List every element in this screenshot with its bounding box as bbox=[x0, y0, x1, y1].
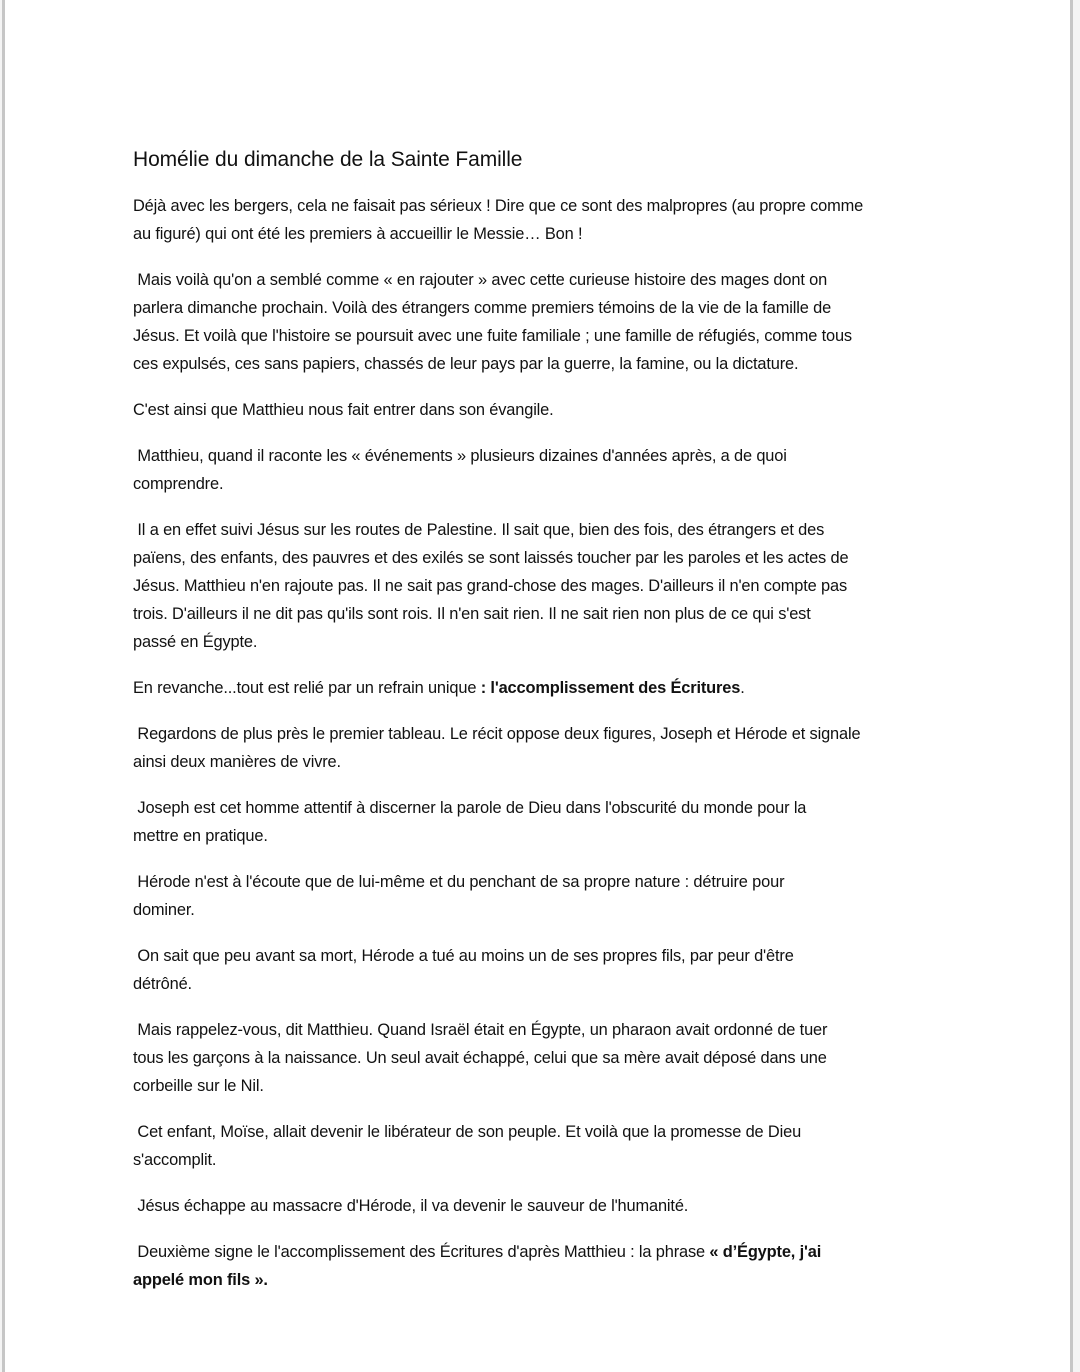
text-line: Il a en effet suivi Jésus sur les routes de Palestine. Il sait que, bien des fois, des étrangers et des bbox=[133, 521, 825, 539]
text-line: Regardons de plus près le premier tableau. Le récit oppose deux figures, Joseph et Hérode et signale bbox=[133, 725, 861, 743]
text-line: Mais rappelez-vous, dit Matthieu. Quand Israël était en Égypte, un pharaon avait ordonné de tuer bbox=[133, 1021, 828, 1039]
paragraph-4 bbox=[133, 442, 963, 498]
text-line: Jésus. Et voilà que l'histoire se poursuit avec une fuite familiale ; une famille de réfugiés, comme tous bbox=[133, 327, 852, 345]
text-line: passé en Égypte. bbox=[133, 633, 258, 651]
paragraph-3 bbox=[133, 396, 963, 424]
text-line: mettre en pratique. bbox=[133, 827, 268, 845]
paragraph-14 bbox=[133, 1238, 963, 1294]
paragraph-10 bbox=[133, 942, 963, 998]
text-line: Cet enfant, Moïse, allait devenir le libérateur de son peuple. Et voilà que la promesse de Dieu bbox=[133, 1123, 802, 1141]
document-title: Homélie du dimanche de la Sainte Famille bbox=[133, 148, 523, 171]
text-line: détrôné. bbox=[133, 975, 192, 993]
text-line: païens, des enfants, des pauvres et des exilés se sont laissés toucher par les paroles et les actes de bbox=[133, 549, 849, 567]
text-normal: . bbox=[740, 679, 745, 697]
paragraph-8 bbox=[133, 794, 963, 850]
paragraph-12 bbox=[133, 1118, 963, 1174]
text-line: Jésus. Matthieu n'en rajoute pas. Il ne sait pas grand-chose des mages. D'ailleurs il n'en compte pas bbox=[133, 577, 848, 595]
paragraph-9 bbox=[133, 868, 963, 924]
text-line bbox=[133, 674, 963, 702]
text-line: Jésus échappe au massacre d'Hérode, il va devenir le sauveur de l'humanité. bbox=[133, 1197, 689, 1215]
text-line: ainsi deux manières de vivre. bbox=[133, 753, 341, 771]
document-page bbox=[2, 0, 1073, 1372]
paragraph-7 bbox=[133, 720, 963, 776]
paragraph-5 bbox=[133, 516, 963, 656]
text-line: trois. D'ailleurs il ne dit pas qu'ils sont rois. Il n'en sait rien. Il ne sait rien non plus de ce qui s'est bbox=[133, 605, 811, 623]
text-line: C'est ainsi que Matthieu nous fait entrer dans son évangile. bbox=[133, 401, 554, 419]
text-normal: Deuxième signe le l'accomplissement des Écritures d'après Matthieu : la phrase bbox=[133, 1243, 710, 1261]
paragraph-1 bbox=[133, 192, 963, 248]
text-line: s'accomplit. bbox=[133, 1151, 217, 1169]
text-line: Déjà avec les bergers, cela ne faisait pas sérieux ! Dire que ce sont des malpropres (au propre comme bbox=[133, 197, 864, 215]
paragraph-13 bbox=[133, 1192, 963, 1220]
text-line: au figuré) qui ont été les premiers à accueillir le Messie… Bon ! bbox=[133, 225, 583, 243]
text-normal: En revanche...tout est relié par un refrain unique bbox=[133, 679, 481, 697]
text-line: comprendre. bbox=[133, 475, 224, 493]
paragraph-2 bbox=[133, 266, 963, 378]
text-line bbox=[133, 1238, 963, 1266]
text-line: ces expulsés, ces sans papiers, chassés de leur pays par la guerre, la famine, ou la dictature. bbox=[133, 355, 799, 373]
text-line: tous les garçons à la naissance. Un seul avait échappé, celui que sa mère avait déposé dans une bbox=[133, 1049, 827, 1067]
paragraph-11 bbox=[133, 1016, 963, 1100]
text-bold-quote: appelé mon fils ». bbox=[133, 1271, 268, 1289]
document-body bbox=[133, 146, 963, 1312]
text-bold-quote: « d’Égypte, j'ai bbox=[709, 1243, 822, 1261]
text-line: dominer. bbox=[133, 901, 195, 919]
text-line: Hérode n'est à l'écoute que de lui-même et du penchant de sa propre nature : détruire pour bbox=[133, 873, 785, 891]
text-line: Mais voilà qu'on a semblé comme « en rajouter » avec cette curieuse histoire des mages dont on bbox=[133, 271, 828, 289]
text-line: Matthieu, quand il raconte les « événements » plusieurs dizaines d'années après, a de quoi bbox=[133, 447, 787, 465]
text-line: On sait que peu avant sa mort, Hérode a tué au moins un de ses propres fils, par peur d'être bbox=[133, 947, 794, 965]
paragraph-6 bbox=[133, 674, 963, 702]
text-line: parlera dimanche prochain. Voilà des étrangers comme premiers témoins de la vie de la famille de bbox=[133, 299, 832, 317]
text-line: corbeille sur le Nil. bbox=[133, 1077, 264, 1095]
text-line: Joseph est cet homme attentif à discerner la parole de Dieu dans l'obscurité du monde pour la bbox=[133, 799, 807, 817]
text-bold-emphasis: : l'accomplissement des Écritures bbox=[480, 679, 741, 697]
